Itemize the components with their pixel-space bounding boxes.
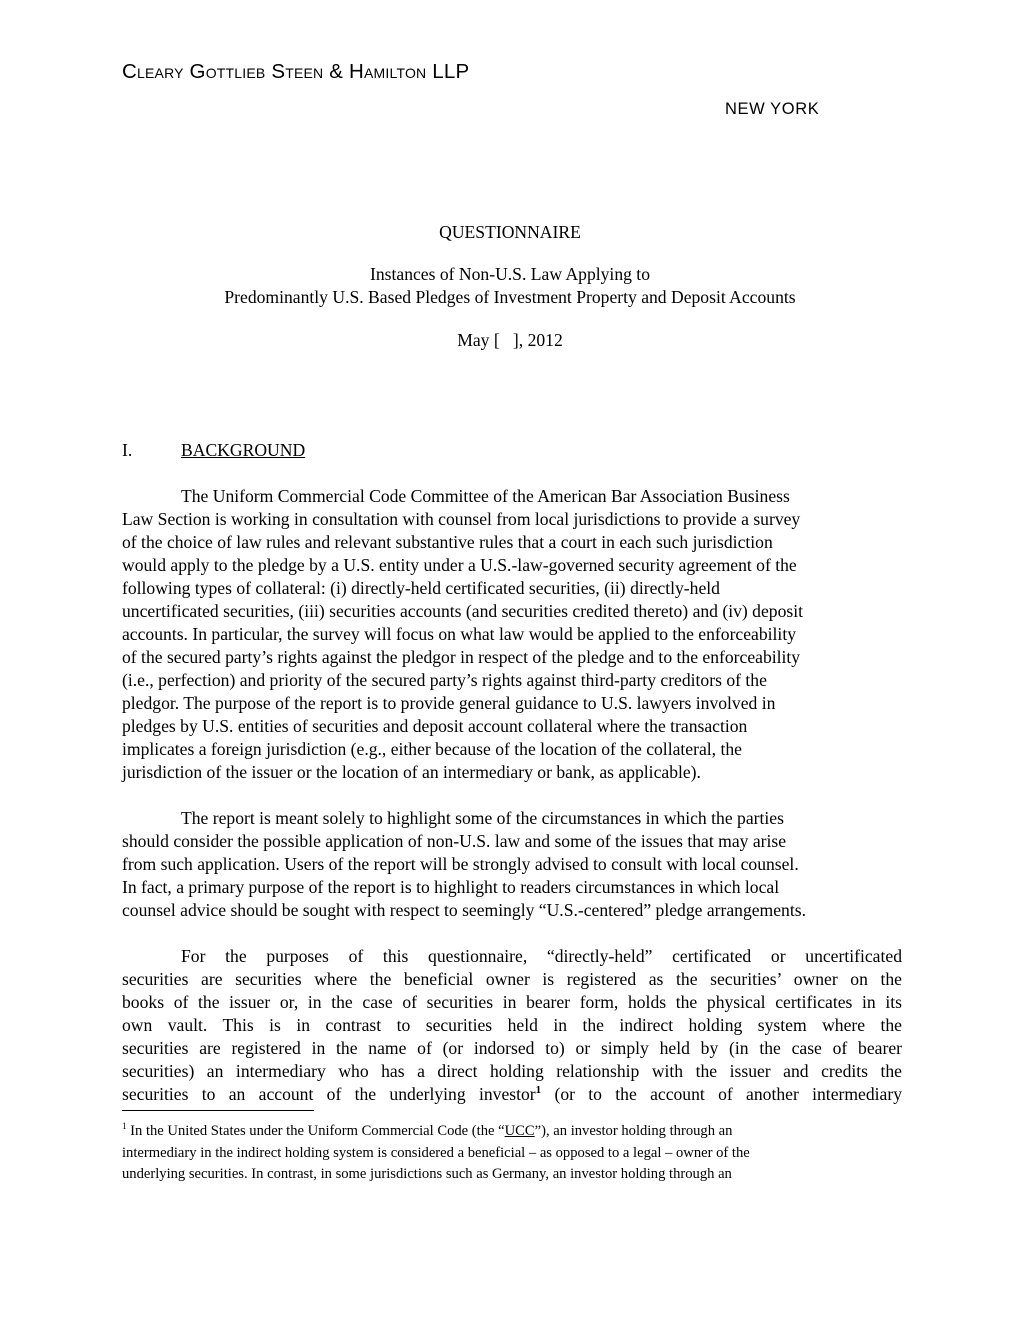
text-line: pledgor. The purpose of the report is to provide general guidance to U.S. lawyers involved in [122,693,776,713]
text-line: following types of collateral: (i) directly-held certificated securities, (ii) directly-held [122,578,720,598]
text-line: The Uniform Commercial Code Committee of the American Bar Association Business [181,486,790,506]
text-line: (i.e., perfection) and priority of the secured party’s rights against third-party creditors of the [122,670,767,690]
document-date: May [ ], 2012 [457,330,563,350]
text-line: The report is meant solely to highlight some of the circumstances in which the parties [181,808,784,828]
footnote-line: intermediary in the indirect holding system is considered a beneficial – as opposed to a legal – owner of the [122,1144,750,1161]
subtitle-line-1: Instances of Non-U.S. Law Applying to [370,264,650,284]
firm-name: Cleary Gottlieb Steen & Hamilton LLP [122,60,470,83]
text-line: own vault. This is in contrast to securities held in the indirect holding system where the [122,1015,902,1035]
text-line: from such application. Users of the report will be strongly advised to consult with local counsel. [122,854,799,874]
footnote-separator [122,1110,314,1111]
text-line: securities) an intermediary who has a direct holding relationship with the issuer and credits the [122,1061,902,1081]
section-number: I. [122,440,133,460]
text-line: accounts. In particular, the survey will focus on what law would be applied to the enforceability [122,624,797,644]
text-line: pledges by U.S. entities of securities and deposit account collateral where the transaction [122,716,748,736]
text-line: should consider the possible application of non-U.S. law and some of the issues that may arise [122,831,787,851]
text-line: would apply to the pledge by a U.S. entity under a U.S.-law-governed security agreement of the [122,555,797,575]
firm-city: NEW YORK [725,100,820,118]
defined-term-ucc: UCC [504,1123,535,1139]
section-heading: BACKGROUND [181,440,306,460]
paragraph-background-2 [122,807,902,922]
document-title: QUESTIONNAIRE [439,222,581,242]
footnote-line: $^1$ In the United States under the Uniform Commercial Code (the “UCC”), an investor holding through an [122,1121,733,1139]
subtitle-line-2: Predominantly U.S. Based Pledges of Investment Property and Deposit Accounts [224,287,796,307]
text-line: of the choice of law rules and relevant substantive rules that a court in each such jurisdiction [122,532,773,552]
text-line: For the purposes of this questionnaire, “directly-held” certificated or uncertificated [181,946,902,966]
footnote-reference[interactable]: 1 [535,1084,542,1097]
paragraph-background-1 [122,485,902,784]
footnote-mark: 1 [122,1121,127,1132]
text-line: securities are registered in the name of (or indorsed to) or simply held by (in the case of bearer [122,1038,902,1058]
text-line: jurisdiction of the issuer or the location of an intermediary or bank, as applicable). [122,762,701,782]
text-line: books of the issuer or, in the case of securities in bearer form, holds the physical certificates in its [122,992,902,1012]
text-line: securities to an account of the underlying investor$^1$ (or to the account of another intermediary [122,1084,902,1104]
text-line: In fact, a primary purpose of the report is to highlight to readers circumstances in which local [122,877,780,897]
text-line: of the secured party’s rights against the pledgor in respect of the pledge and to the enforceability [122,647,801,667]
text-line: Law Section is working in consultation with counsel from local jurisdictions to provide a survey [122,509,801,529]
text-line: implicates a foreign jurisdiction (e.g., either because of the location of the collateral, the [122,739,742,759]
text-line: uncertificated securities, (iii) securities accounts (and securities credited thereto) and (iv) deposit [122,601,803,621]
text-line: counsel advice should be sought with respect to seemingly “U.S.-centered” pledge arrangements. [122,900,806,920]
text-line: securities are securities where the beneficial owner is registered as the securities’ owner on the [122,969,902,989]
footnote-line: underlying securities. In contrast, in some jurisdictions such as Germany, an investor holding through an [122,1166,732,1182]
footnote-1 [122,1121,902,1186]
paragraph-background-3 [122,945,902,1106]
